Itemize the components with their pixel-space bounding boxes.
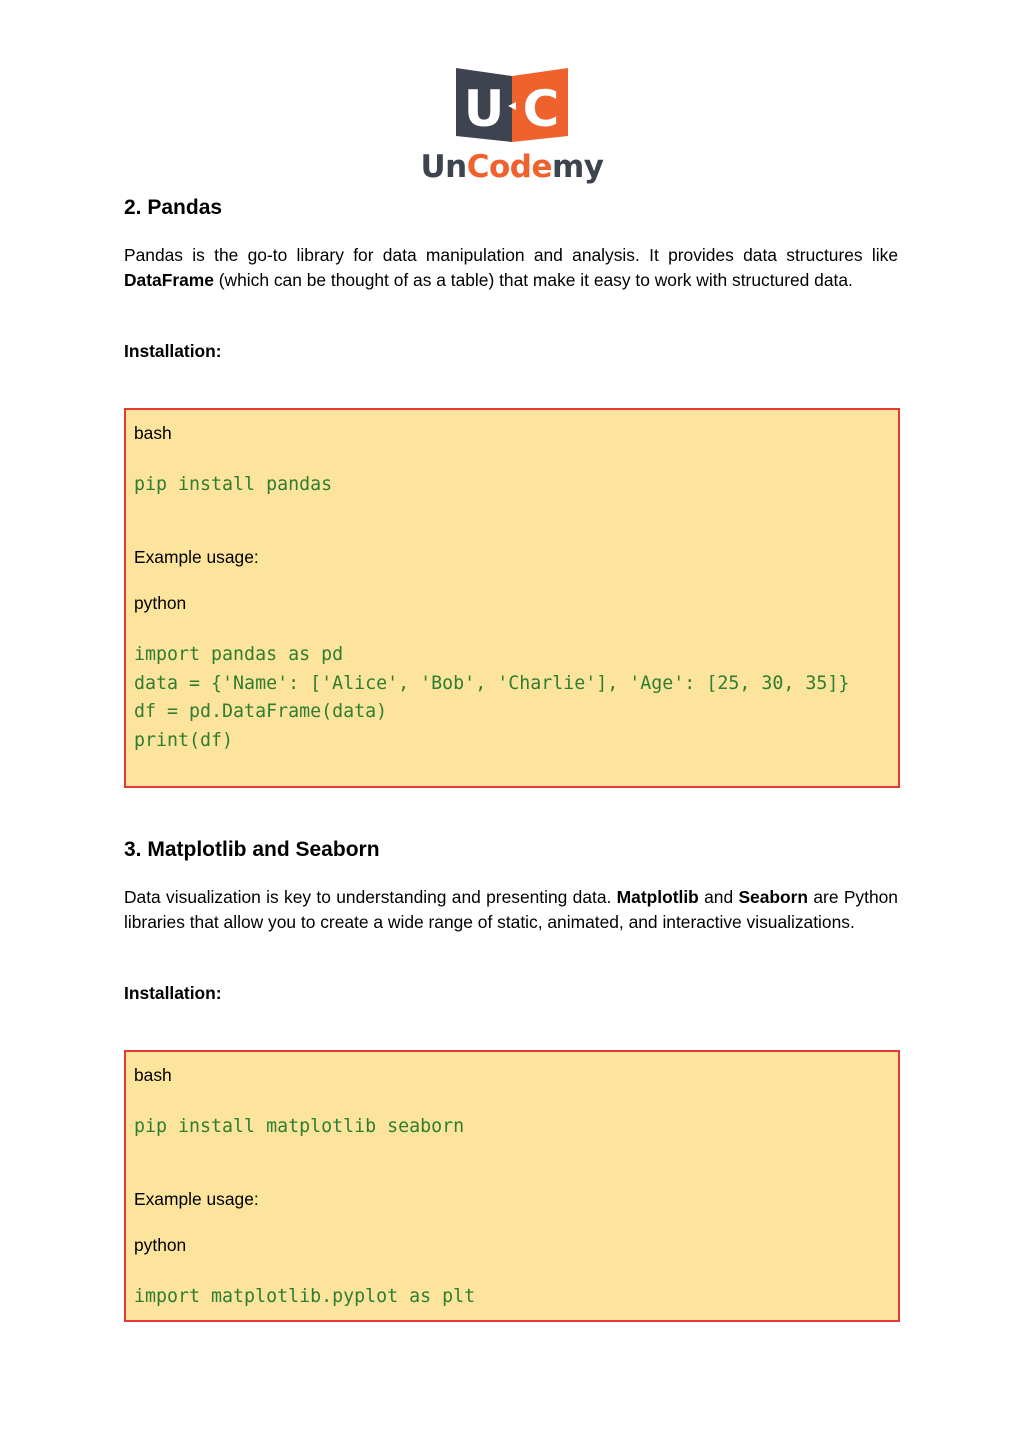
logo-mark (420, 64, 604, 144)
matplotlib-install-lang: bash (134, 1065, 172, 1085)
matplotlib-code-line: import matplotlib.pyplot as plt (134, 1286, 476, 1307)
pandas-install-command: pip install pandas (134, 474, 333, 495)
matplotlib-desc-2: and (698, 887, 739, 907)
pandas-desc-bold: DataFrame (124, 270, 214, 290)
pandas-code-line: print(df) (134, 729, 234, 751)
pandas-example-label: Example usage: (134, 547, 259, 567)
pandas-desc-end: (which can be thought of as a table) that make it easy to work with structured data. (213, 270, 853, 290)
matplotlib-install-command: pip install matplotlib seaborn (134, 1116, 465, 1137)
matplotlib-desc-bold-2: Seaborn (738, 887, 809, 907)
pandas-example-lang: python (134, 593, 187, 613)
matplotlib-description (124, 885, 898, 935)
logo-mark-letter-c: C (522, 80, 560, 138)
matplotlib-desc-3: are Python libraries that allow you to create a wide range of static, animated, and interactive visualizations. (124, 887, 898, 932)
matplotlib-code-block (124, 1050, 900, 1322)
matplotlib-example-lang: python (134, 1235, 187, 1255)
pandas-code-block (124, 408, 900, 788)
logo-wordmark (420, 150, 604, 184)
pandas-desc-start: Pandas is the go-to library for data manipulation and analysis. It provides data structures like (124, 245, 898, 265)
pandas-install-lang: bash (134, 423, 172, 443)
logo-word-un: Un (420, 149, 467, 185)
matplotlib-desc-bold-1: Matplotlib (616, 887, 699, 907)
uncodemy-logo (420, 64, 604, 184)
pandas-installation-label: Installation: (124, 341, 222, 361)
pandas-description (124, 243, 898, 293)
section-heading-matplotlib: 3. Matplotlib and Seaborn (124, 838, 380, 861)
logo-mark-letter-u: U (463, 80, 505, 138)
pandas-code-line: df = pd.DataFrame(data) (134, 701, 388, 722)
pandas-code-line: data = {'Name': ['Alice', 'Bob', 'Charlie'], 'Age': [25, 30, 35]} (134, 672, 850, 694)
logo-word-code: Code (466, 149, 552, 185)
matplotlib-desc-1: Data visualization is key to understanding and presenting data. (124, 887, 617, 907)
section-heading-pandas: 2. Pandas (124, 196, 223, 219)
pandas-code-line: import pandas as pd (134, 644, 344, 665)
matplotlib-example-label: Example usage: (134, 1189, 259, 1209)
logo-word-my: my (552, 149, 604, 185)
matplotlib-installation-label: Installation: (124, 983, 222, 1003)
